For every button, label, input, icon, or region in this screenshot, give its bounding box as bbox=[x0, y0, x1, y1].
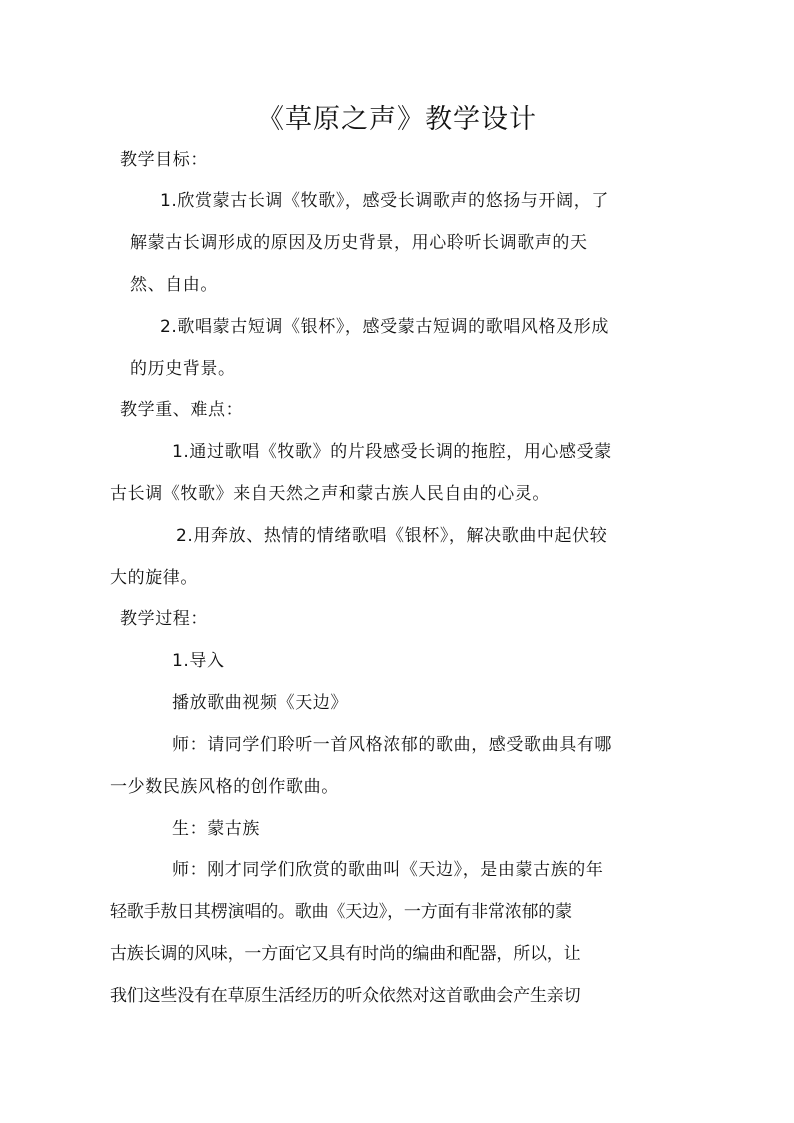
section-heading-objectives: 教学目标： bbox=[120, 150, 208, 170]
paragraph-line: 古长调《牧歌》来自天然之声和蒙古族人民自由的心灵。 bbox=[110, 484, 550, 504]
paragraph-line: 解蒙古长调形成的原因及历史背景，用心聆听长调歌声的天 bbox=[130, 233, 588, 253]
paragraph-line: 师：刚才同学们欣赏的歌曲叫《天边》，是由蒙古族的年 bbox=[172, 860, 604, 880]
paragraph-line: 1.导入 bbox=[172, 651, 225, 671]
paragraph-line: 2.用奔放、热情的情绪歌唱《银杯》，解决歌曲中起伏较 bbox=[176, 526, 608, 546]
paragraph-line: 古族长调的风味，一方面它又具有时尚的编曲和配器，所以，让 bbox=[110, 944, 581, 964]
paragraph-line: 然、自由。 bbox=[130, 275, 218, 295]
section-heading-process: 教学过程： bbox=[120, 609, 208, 629]
paragraph-line: 播放歌曲视频《天边》 bbox=[172, 693, 348, 713]
paragraph-line: 1.欣赏蒙古长调《牧歌》，感受长调歌声的悠扬与开阔，了 bbox=[160, 191, 609, 211]
paragraph-line: 师：请同学们聆听一首风格浓郁的歌曲，感受歌曲具有哪 bbox=[172, 735, 612, 755]
paragraph-line: 的历史背景。 bbox=[130, 359, 236, 379]
paragraph-line: 1.通过歌唱《牧歌》的片段感受长调的拖腔，用心感受蒙 bbox=[172, 442, 612, 462]
section-heading-key-points: 教学重、难点： bbox=[120, 400, 244, 420]
paragraph-line: 大的旋律。 bbox=[110, 568, 198, 588]
paragraph-line: 轻歌手敖日其楞演唱的。歌曲《天边》，一方面有非常浓郁的蒙 bbox=[110, 902, 572, 922]
document-title: 《草原之声》教学设计 bbox=[257, 104, 537, 135]
paragraph-line: 一少数民族风格的创作歌曲。 bbox=[110, 777, 339, 797]
paragraph-line: 生：蒙古族 bbox=[172, 819, 260, 839]
paragraph-line: 我们这些没有在草原生活经历的听众依然对这首歌曲会产生亲切 bbox=[110, 986, 581, 1006]
paragraph-line: 2.歌唱蒙古短调《银杯》，感受蒙古短调的歌唱风格及形成 bbox=[160, 317, 609, 337]
